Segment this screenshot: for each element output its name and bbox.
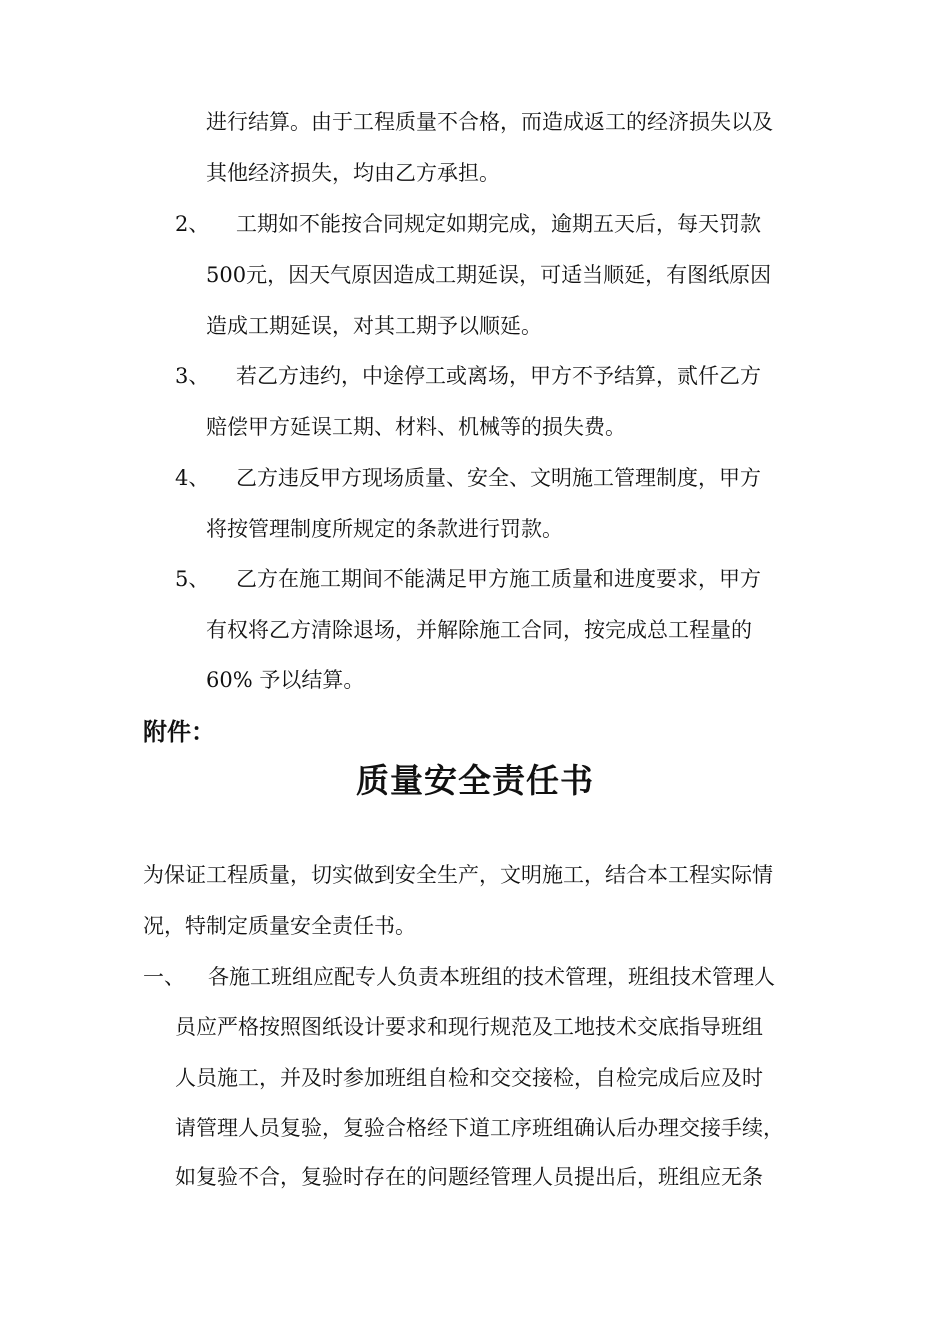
paragraph-line: 乙方在施工期间不能满足甲方施工质量和进度要求，甲方 bbox=[236, 567, 761, 591]
paragraph-line: 各施工班组应配专人负责本班组的技术管理，班组技术管理人 bbox=[208, 965, 775, 989]
paragraph-line: 工期如不能按合同规定如期完成，逾期五天后，每天罚款 bbox=[236, 212, 761, 236]
paragraph-line: 500元，因天气原因造成工期延误，可适当顺延，有图纸原因 bbox=[206, 263, 772, 287]
paragraph-line: 员应严格按照图纸设计要求和现行规范及工地技术交底指导班组 bbox=[175, 1015, 763, 1039]
paragraph-line: 有权将乙方清除退场，并解除施工合同，按完成总工程量的 bbox=[206, 618, 752, 642]
paragraph-line: 赔偿甲方延误工期、材料、机械等的损失费。 bbox=[206, 415, 626, 439]
paragraph-line: 造成工期延误，对其工期予以顺延。 bbox=[206, 314, 542, 338]
document-title: 质量安全责任书 bbox=[356, 761, 594, 800]
clause-number: 一、 bbox=[143, 965, 185, 989]
paragraph-line: 况，特制定质量安全责任书。 bbox=[143, 914, 416, 938]
paragraph-line: 其他经济损失，均由乙方承担。 bbox=[206, 161, 500, 185]
paragraph-line: 若乙方违约，中途停工或离场，甲方不予结算，贰仟乙方 bbox=[236, 364, 761, 388]
paragraph-line: 为保证工程质量，切实做到安全生产，文明施工，结合本工程实际情 bbox=[143, 863, 773, 887]
item-number: 4、 bbox=[175, 466, 210, 490]
paragraph-line: 如复验不合，复验时存在的问题经管理人员提出后，班组应无条 bbox=[175, 1165, 763, 1189]
paragraph-line: 60% 予以结算。 bbox=[206, 668, 365, 692]
item-number: 5、 bbox=[175, 567, 210, 591]
item-number: 2、 bbox=[175, 212, 210, 236]
attachment-label: 附件： bbox=[143, 717, 215, 746]
paragraph-line: 将按管理制度所规定的条款进行罚款。 bbox=[206, 517, 563, 541]
paragraph-line: 进行结算。由于工程质量不合格，而造成返工的经济损失以及 bbox=[206, 110, 773, 134]
item-number: 3、 bbox=[175, 364, 210, 388]
paragraph-line: 乙方违反甲方现场质量、安全、文明施工管理制度，甲方 bbox=[236, 466, 761, 490]
paragraph-line: 请管理人员复验，复验合格经下道工序班组确认后办理交接手续， bbox=[175, 1116, 784, 1140]
paragraph-line: 人员施工，并及时参加班组自检和交交接检，自检完成后应及时 bbox=[175, 1066, 763, 1090]
